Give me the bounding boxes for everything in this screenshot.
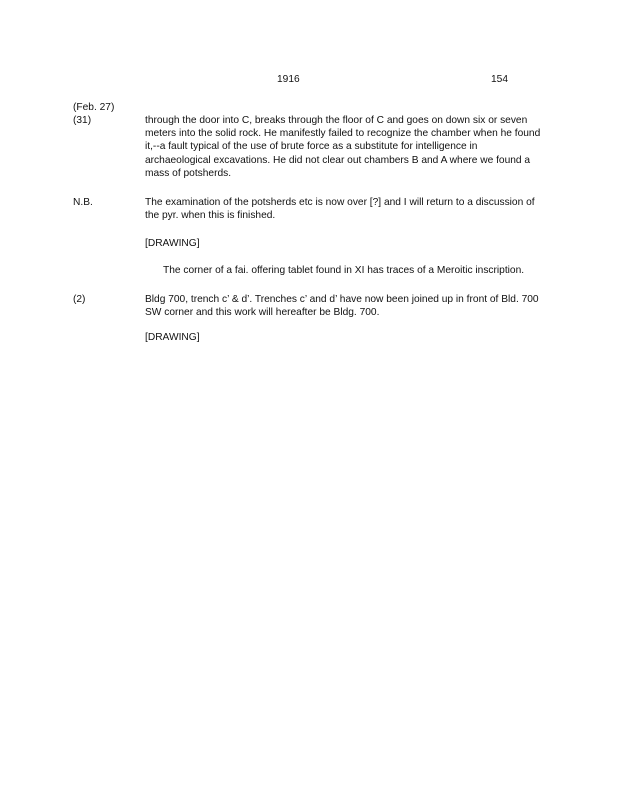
- nb-paragraph: The examination of the potsherds etc is now over [?] and I will return to a discussion of the pyr. when this is finished.: [145, 197, 535, 222]
- entry-31-paragraph: through the door into C, breaks through the floor of C and goes on down six or seven meters into the solid rock. He manifestly failed to recognize the chamber when he found it,--a fault typical of the use of brute force as a substitute for intelligence in archaeological excavations. He did not clear out chambers B and A where we found a mass of potsherds.: [145, 115, 541, 179]
- drawing-caption: The corner of a fai. offering tablet found in XI has traces of a Meroitic inscription.: [163, 265, 525, 276]
- drawing-placeholder-1: [DRAWING]: [145, 238, 200, 249]
- drawing-placeholder-2: [DRAWING]: [145, 332, 200, 343]
- page-number: 154: [491, 74, 508, 85]
- entry-label-nb: N.B.: [73, 197, 93, 208]
- entry-date: (Feb. 27): [73, 102, 115, 113]
- entry-label-2: (2): [73, 294, 86, 305]
- entry-label-31: (31): [73, 115, 92, 126]
- year-heading: 1916: [277, 74, 300, 85]
- entry-2-paragraph: Bldg 700, trench c’ & d’. Trenches c’ and d’ have now been joined up in front of Bld. 700 SW corner and this work will hereafter be Bldg. 700.: [145, 294, 539, 319]
